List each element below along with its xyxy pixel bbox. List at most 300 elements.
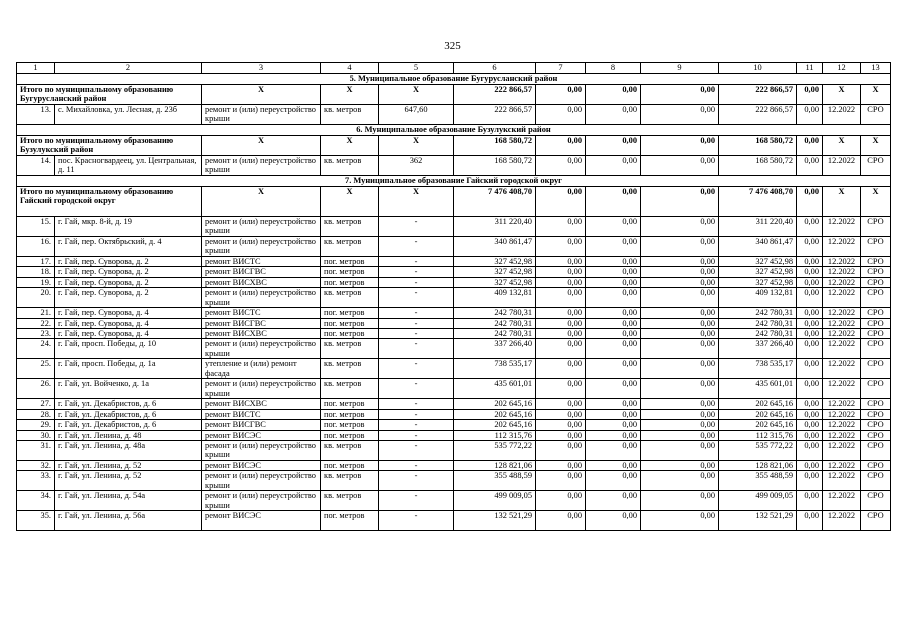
row-c9: 0,00 <box>641 105 719 125</box>
column-number: 9 <box>641 63 719 74</box>
row-unit: пог. метров <box>321 308 379 318</box>
total-c12: X <box>823 85 861 105</box>
row-unit: пог. метров <box>321 399 379 409</box>
row-c7: 0,00 <box>536 379 586 399</box>
row-c9: 0,00 <box>641 217 719 237</box>
row-c13: СРО <box>861 257 891 267</box>
row-c9: 0,00 <box>641 237 719 257</box>
row-c12: 12.2022 <box>823 441 861 461</box>
row-c12: 12.2022 <box>823 308 861 318</box>
column-number: 6 <box>454 63 536 74</box>
row-c13: СРО <box>861 441 891 461</box>
row-unit: кв. метров <box>321 105 379 125</box>
row-c9: 0,00 <box>641 399 719 409</box>
row-c11: 0,00 <box>797 379 823 399</box>
row-c12: 12.2022 <box>823 267 861 277</box>
total-label: Итого по муниципальному образованию Гайский городской округ <box>17 187 202 217</box>
row-c12: 12.2022 <box>823 420 861 430</box>
row-quantity: - <box>379 441 454 461</box>
row-c9: 0,00 <box>641 461 719 471</box>
row-c9: 0,00 <box>641 156 719 176</box>
row-number: 31. <box>17 441 55 461</box>
row-work-type: ремонт ВИСГВС <box>202 318 321 328</box>
row-work-type: ремонт ВИСЭС <box>202 430 321 440</box>
row-c7: 0,00 <box>536 430 586 440</box>
row-work-type: ремонт и (или) переустройство крыши <box>202 441 321 461</box>
total-c7: 0,00 <box>536 187 586 217</box>
row-c13: СРО <box>861 217 891 237</box>
total-qty: X <box>379 85 454 105</box>
table-row <box>17 359 891 379</box>
row-number: 21. <box>17 308 55 318</box>
row-unit: пог. метров <box>321 409 379 419</box>
total-qty: X <box>379 187 454 217</box>
row-unit: кв. метров <box>321 237 379 257</box>
total-unit: X <box>321 187 379 217</box>
row-c7: 0,00 <box>536 511 586 531</box>
total-c11: 0,00 <box>797 85 823 105</box>
row-c11: 0,00 <box>797 257 823 267</box>
row-c9: 0,00 <box>641 511 719 531</box>
row-c9: 0,00 <box>641 441 719 461</box>
row-quantity: - <box>379 511 454 531</box>
row-c11: 0,00 <box>797 461 823 471</box>
row-c11: 0,00 <box>797 237 823 257</box>
column-number: 7 <box>536 63 586 74</box>
row-c13: СРО <box>861 420 891 430</box>
row-cost: 222 866,57 <box>454 105 536 125</box>
section-title: 6. Муниципальное образование Бузулукский район <box>17 125 891 136</box>
row-address: г. Гай, пер. Суворова, д. 2 <box>55 277 202 287</box>
total-c10: 7 476 408,70 <box>719 187 797 217</box>
table-row <box>17 237 891 257</box>
row-quantity: 362 <box>379 156 454 176</box>
row-c11: 0,00 <box>797 420 823 430</box>
row-c10: 112 315,76 <box>719 430 797 440</box>
row-c12: 12.2022 <box>823 491 861 511</box>
row-c11: 0,00 <box>797 329 823 339</box>
row-c12: 12.2022 <box>823 359 861 379</box>
row-c10: 222 866,57 <box>719 105 797 125</box>
row-c8: 0,00 <box>586 359 641 379</box>
total-c13: X <box>861 85 891 105</box>
row-c12: 12.2022 <box>823 156 861 176</box>
row-c13: СРО <box>861 329 891 339</box>
row-c10: 242 780,31 <box>719 308 797 318</box>
row-c13: СРО <box>861 379 891 399</box>
row-cost: 327 452,98 <box>454 277 536 287</box>
row-c13: СРО <box>861 430 891 440</box>
row-address: г. Гай, ул. Декабристов, д. 6 <box>55 409 202 419</box>
row-c7: 0,00 <box>536 277 586 287</box>
table-row <box>17 277 891 287</box>
row-unit: пог. метров <box>321 511 379 531</box>
row-c12: 12.2022 <box>823 379 861 399</box>
row-c11: 0,00 <box>797 471 823 491</box>
row-c10: 535 772,22 <box>719 441 797 461</box>
row-cost: 242 780,31 <box>454 329 536 339</box>
row-number: 15. <box>17 217 55 237</box>
row-cost: 311 220,40 <box>454 217 536 237</box>
row-c13: СРО <box>861 339 891 359</box>
row-c11: 0,00 <box>797 441 823 461</box>
table-row <box>17 420 891 430</box>
row-c9: 0,00 <box>641 339 719 359</box>
column-number: 1 <box>17 63 55 74</box>
row-c13: СРО <box>861 471 891 491</box>
total-c12: X <box>823 187 861 217</box>
row-c7: 0,00 <box>536 359 586 379</box>
row-unit: пог. метров <box>321 277 379 287</box>
row-c13: СРО <box>861 267 891 277</box>
row-unit: пог. метров <box>321 267 379 277</box>
row-c10: 242 780,31 <box>719 329 797 339</box>
row-address: г. Гай, ул. Декабристов, д. 6 <box>55 420 202 430</box>
total-work: X <box>202 85 321 105</box>
row-address: г. Гай, ул. Войченко, д. 1а <box>55 379 202 399</box>
row-address: г. Гай, пер. Суворова, д. 2 <box>55 288 202 308</box>
column-number-row <box>17 63 891 74</box>
total-c8: 0,00 <box>586 85 641 105</box>
row-work-type: ремонт и (или) переустройство крыши <box>202 339 321 359</box>
table-row <box>17 441 891 461</box>
total-label: Итого по муниципальному образованию Бузулукский район <box>17 136 202 156</box>
row-cost: 202 645,16 <box>454 399 536 409</box>
row-quantity: - <box>379 318 454 328</box>
total-cost: 222 866,57 <box>454 85 536 105</box>
row-quantity: - <box>379 399 454 409</box>
row-c13: СРО <box>861 359 891 379</box>
row-c11: 0,00 <box>797 277 823 287</box>
row-work-type: ремонт ВИСГВС <box>202 420 321 430</box>
column-number: 5 <box>379 63 454 74</box>
row-address: г. Гай, ул. Ленина, д. 54а <box>55 491 202 511</box>
column-number: 3 <box>202 63 321 74</box>
row-c13: СРО <box>861 461 891 471</box>
section-total-row <box>17 85 891 105</box>
table-row <box>17 409 891 419</box>
section-title: 5. Муниципальное образование Бугурусланский район <box>17 74 891 85</box>
row-c8: 0,00 <box>586 156 641 176</box>
row-address: г. Гай, пер. Суворова, д. 4 <box>55 318 202 328</box>
row-c11: 0,00 <box>797 511 823 531</box>
row-c7: 0,00 <box>536 308 586 318</box>
row-work-type: ремонт и (или) переустройство крыши <box>202 288 321 308</box>
row-c10: 327 452,98 <box>719 257 797 267</box>
row-number: 18. <box>17 267 55 277</box>
row-c8: 0,00 <box>586 277 641 287</box>
row-c8: 0,00 <box>586 105 641 125</box>
row-address: г. Гай, ул. Ленина, д. 48 <box>55 430 202 440</box>
row-unit: кв. метров <box>321 217 379 237</box>
row-c7: 0,00 <box>536 318 586 328</box>
row-work-type: ремонт ВИСТС <box>202 308 321 318</box>
row-c12: 12.2022 <box>823 339 861 359</box>
total-c9: 0,00 <box>641 187 719 217</box>
row-unit: пог. метров <box>321 430 379 440</box>
row-c10: 132 521,29 <box>719 511 797 531</box>
row-c7: 0,00 <box>536 156 586 176</box>
row-cost: 202 645,16 <box>454 420 536 430</box>
row-c8: 0,00 <box>586 217 641 237</box>
row-c7: 0,00 <box>536 491 586 511</box>
row-address: г. Гай, мкр. 8-й, д. 19 <box>55 217 202 237</box>
row-work-type: ремонт и (или) переустройство крыши <box>202 156 321 176</box>
row-cost: 327 452,98 <box>454 267 536 277</box>
row-c11: 0,00 <box>797 217 823 237</box>
row-quantity: - <box>379 277 454 287</box>
section-title: 7. Муниципальное образование Гайский городской округ <box>17 176 891 187</box>
row-number: 22. <box>17 318 55 328</box>
table-row <box>17 399 891 409</box>
row-c7: 0,00 <box>536 237 586 257</box>
table-row <box>17 471 891 491</box>
row-address: г. Гай, ул. Декабристов, д. 6 <box>55 399 202 409</box>
row-work-type: ремонт и (или) переустройство крыши <box>202 471 321 491</box>
row-unit: кв. метров <box>321 156 379 176</box>
row-address: г. Гай, ул. Ленина, д. 48а <box>55 441 202 461</box>
row-c7: 0,00 <box>536 329 586 339</box>
row-number: 13. <box>17 105 55 125</box>
total-c8: 0,00 <box>586 136 641 156</box>
table-row <box>17 511 891 531</box>
row-work-type: ремонт ВИСХВС <box>202 399 321 409</box>
row-number: 28. <box>17 409 55 419</box>
row-address: с. Михайловка, ул. Лесная, д. 23б <box>55 105 202 125</box>
row-c12: 12.2022 <box>823 237 861 257</box>
row-work-type: ремонт ВИСГВС <box>202 267 321 277</box>
row-c12: 12.2022 <box>823 399 861 409</box>
row-c10: 499 009,05 <box>719 491 797 511</box>
column-number: 12 <box>823 63 861 74</box>
column-number: 10 <box>719 63 797 74</box>
row-quantity: - <box>379 471 454 491</box>
row-number: 19. <box>17 277 55 287</box>
table-row <box>17 339 891 359</box>
row-c8: 0,00 <box>586 461 641 471</box>
row-c7: 0,00 <box>536 288 586 308</box>
row-number: 24. <box>17 339 55 359</box>
row-c8: 0,00 <box>586 420 641 430</box>
row-c9: 0,00 <box>641 359 719 379</box>
row-c12: 12.2022 <box>823 471 861 491</box>
row-c13: СРО <box>861 105 891 125</box>
row-cost: 499 009,05 <box>454 491 536 511</box>
row-c12: 12.2022 <box>823 409 861 419</box>
row-c11: 0,00 <box>797 156 823 176</box>
section-header-row <box>17 74 891 85</box>
row-c8: 0,00 <box>586 491 641 511</box>
row-c10: 202 645,16 <box>719 399 797 409</box>
row-unit: пог. метров <box>321 329 379 339</box>
total-qty: X <box>379 136 454 156</box>
row-c8: 0,00 <box>586 329 641 339</box>
row-number: 25. <box>17 359 55 379</box>
row-c11: 0,00 <box>797 288 823 308</box>
row-c10: 311 220,40 <box>719 217 797 237</box>
row-quantity: - <box>379 267 454 277</box>
total-c10: 168 580,72 <box>719 136 797 156</box>
table-row <box>17 491 891 511</box>
row-c9: 0,00 <box>641 409 719 419</box>
row-c11: 0,00 <box>797 399 823 409</box>
table-row <box>17 257 891 267</box>
total-c11: 0,00 <box>797 136 823 156</box>
row-quantity: - <box>379 329 454 339</box>
total-unit: X <box>321 136 379 156</box>
row-quantity: - <box>379 359 454 379</box>
row-c13: СРО <box>861 237 891 257</box>
row-c13: СРО <box>861 318 891 328</box>
row-cost: 202 645,16 <box>454 409 536 419</box>
row-c10: 327 452,98 <box>719 267 797 277</box>
row-c9: 0,00 <box>641 430 719 440</box>
row-c11: 0,00 <box>797 318 823 328</box>
row-c7: 0,00 <box>536 399 586 409</box>
row-address: г. Гай, ул. Ленина, д. 52 <box>55 471 202 491</box>
row-quantity: - <box>379 379 454 399</box>
total-c12: X <box>823 136 861 156</box>
row-c8: 0,00 <box>586 471 641 491</box>
row-c8: 0,00 <box>586 409 641 419</box>
row-unit: кв. метров <box>321 491 379 511</box>
row-address: г. Гай, ул. Ленина, д. 56а <box>55 511 202 531</box>
row-c12: 12.2022 <box>823 105 861 125</box>
page-number: 325 <box>444 40 461 52</box>
row-work-type: ремонт и (или) переустройство крыши <box>202 491 321 511</box>
row-cost: 168 580,72 <box>454 156 536 176</box>
row-work-type: ремонт ВИСТС <box>202 257 321 267</box>
row-c7: 0,00 <box>536 409 586 419</box>
row-quantity: - <box>379 461 454 471</box>
row-cost: 409 132,81 <box>454 288 536 308</box>
row-unit: пог. метров <box>321 420 379 430</box>
row-work-type: ремонт и (или) переустройство крыши <box>202 217 321 237</box>
row-c11: 0,00 <box>797 267 823 277</box>
row-c10: 168 580,72 <box>719 156 797 176</box>
row-c10: 738 535,17 <box>719 359 797 379</box>
row-c10: 340 861,47 <box>719 237 797 257</box>
row-c12: 12.2022 <box>823 318 861 328</box>
row-c7: 0,00 <box>536 441 586 461</box>
row-c8: 0,00 <box>586 257 641 267</box>
row-c12: 12.2022 <box>823 511 861 531</box>
row-c13: СРО <box>861 156 891 176</box>
row-c7: 0,00 <box>536 339 586 359</box>
row-cost: 242 780,31 <box>454 308 536 318</box>
total-c13: X <box>861 136 891 156</box>
column-number: 8 <box>586 63 641 74</box>
row-c9: 0,00 <box>641 471 719 491</box>
row-c9: 0,00 <box>641 267 719 277</box>
row-c11: 0,00 <box>797 308 823 318</box>
total-c9: 0,00 <box>641 136 719 156</box>
row-cost: 112 315,76 <box>454 430 536 440</box>
table-row <box>17 156 891 176</box>
row-cost: 132 521,29 <box>454 511 536 531</box>
row-c13: СРО <box>861 288 891 308</box>
row-unit: кв. метров <box>321 471 379 491</box>
row-number: 26. <box>17 379 55 399</box>
row-cost: 337 266,40 <box>454 339 536 359</box>
row-c9: 0,00 <box>641 329 719 339</box>
row-number: 33. <box>17 471 55 491</box>
row-cost: 738 535,17 <box>454 359 536 379</box>
row-c11: 0,00 <box>797 339 823 359</box>
row-work-type: ремонт ВИСХВС <box>202 277 321 287</box>
section-total-row <box>17 136 891 156</box>
row-quantity: - <box>379 308 454 318</box>
column-number: 11 <box>797 63 823 74</box>
row-cost: 340 861,47 <box>454 237 536 257</box>
row-number: 17. <box>17 257 55 267</box>
row-unit: кв. метров <box>321 359 379 379</box>
repair-schedule-table <box>16 62 891 531</box>
row-unit: пог. метров <box>321 257 379 267</box>
row-c8: 0,00 <box>586 288 641 308</box>
row-number: 27. <box>17 399 55 409</box>
total-c7: 0,00 <box>536 136 586 156</box>
table-row <box>17 430 891 440</box>
row-quantity: - <box>379 257 454 267</box>
row-quantity: - <box>379 430 454 440</box>
row-number: 23. <box>17 329 55 339</box>
row-c8: 0,00 <box>586 430 641 440</box>
row-cost: 535 772,22 <box>454 441 536 461</box>
row-c9: 0,00 <box>641 277 719 287</box>
row-work-type: ремонт ВИСТС <box>202 409 321 419</box>
row-quantity: 647,60 <box>379 105 454 125</box>
total-work: X <box>202 136 321 156</box>
row-quantity: - <box>379 288 454 308</box>
table-row <box>17 318 891 328</box>
row-unit: кв. метров <box>321 288 379 308</box>
column-number: 13 <box>861 63 891 74</box>
row-address: г. Гай, пер. Суворова, д. 2 <box>55 267 202 277</box>
row-quantity: - <box>379 217 454 237</box>
row-c9: 0,00 <box>641 288 719 308</box>
row-c10: 337 266,40 <box>719 339 797 359</box>
total-unit: X <box>321 85 379 105</box>
row-cost: 355 488,59 <box>454 471 536 491</box>
row-cost: 435 601,01 <box>454 379 536 399</box>
row-quantity: - <box>379 420 454 430</box>
row-unit: пог. метров <box>321 318 379 328</box>
row-work-type: ремонт ВИСЭС <box>202 461 321 471</box>
row-c7: 0,00 <box>536 461 586 471</box>
row-c13: СРО <box>861 409 891 419</box>
row-c9: 0,00 <box>641 308 719 318</box>
row-c8: 0,00 <box>586 511 641 531</box>
row-number: 20. <box>17 288 55 308</box>
table-row <box>17 267 891 277</box>
total-c8: 0,00 <box>586 187 641 217</box>
row-c8: 0,00 <box>586 399 641 409</box>
total-c13: X <box>861 187 891 217</box>
row-c13: СРО <box>861 399 891 409</box>
row-c12: 12.2022 <box>823 329 861 339</box>
row-c13: СРО <box>861 308 891 318</box>
row-c8: 0,00 <box>586 339 641 359</box>
column-number: 2 <box>55 63 202 74</box>
row-work-type: ремонт и (или) переустройство крыши <box>202 237 321 257</box>
row-work-type: утепление и (или) ремонт фасада <box>202 359 321 379</box>
row-unit: кв. метров <box>321 339 379 359</box>
total-cost: 7 476 408,70 <box>454 187 536 217</box>
row-work-type: ремонт ВИСЭС <box>202 511 321 531</box>
total-c11: 0,00 <box>797 187 823 217</box>
row-number: 32. <box>17 461 55 471</box>
